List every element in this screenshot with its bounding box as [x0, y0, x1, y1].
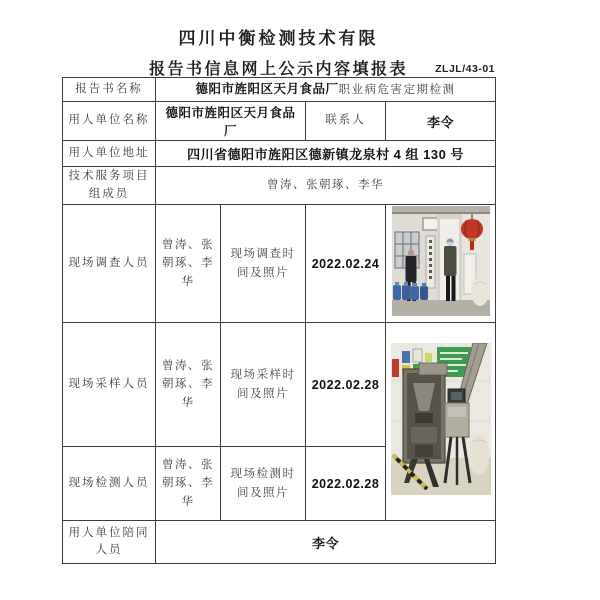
page-title-row2 — [62, 56, 495, 76]
survey-date: 2022.02.24 — [306, 205, 386, 323]
project-team-value: 曾涛、张朝琢、李华 — [156, 167, 496, 205]
report-name-label: 报告书名称 — [63, 78, 156, 102]
sampling-date: 2022.02.28 — [306, 323, 386, 447]
row-survey — [63, 205, 496, 323]
report-name-value — [156, 78, 496, 102]
sampling-time-label: 现场采样时间及照片 — [221, 323, 306, 447]
testing-staff: 曾涛、张朝琢、李华 — [156, 447, 221, 521]
project-team-label: 技术服务项目组成员 — [63, 167, 156, 205]
sampling-staff: 曾涛、张朝琢、李华 — [156, 323, 221, 447]
report-name-suffix: 职业病危害定期检测 — [338, 84, 456, 97]
report-info-table — [62, 77, 496, 564]
row-employer-address — [63, 141, 496, 167]
document-code: ZLJL/43-01 — [435, 63, 495, 75]
row-employer-name — [63, 102, 496, 141]
employer-address-value: 四川省德阳市旌阳区德新镇龙泉村 4 组 130 号 — [156, 141, 496, 167]
testing-label: 现场检测人员 — [63, 447, 156, 521]
employer-address-label: 用人单位地址 — [63, 141, 156, 167]
report-name-company: 德阳市旌阳区天月食品厂 — [195, 82, 339, 97]
testing-time-label: 现场检测时间及照片 — [221, 447, 306, 521]
row-report-name — [63, 78, 496, 102]
row-sampling — [63, 323, 496, 447]
page-title-line2: 报告书信息网上公示内容填报表 — [148, 61, 408, 78]
machine-photo-cell — [386, 323, 496, 521]
contact-label: 联系人 — [306, 102, 386, 141]
row-escort — [63, 521, 496, 564]
page-title-line1: 四川中衡检测技术有限 — [178, 29, 379, 48]
survey-staff: 曾涛、张朝琢、李华 — [156, 205, 221, 323]
machinery-photo-image — [391, 343, 491, 495]
testing-date: 2022.02.28 — [306, 447, 386, 521]
sampling-label: 现场采样人员 — [63, 323, 156, 447]
employer-name-value: 德阳市旌阳区天月食品厂 — [156, 102, 306, 141]
escort-value: 李令 — [156, 521, 496, 564]
survey-label: 现场调查人员 — [63, 205, 156, 323]
row-project-team — [63, 167, 496, 205]
document-header — [62, 24, 495, 76]
employer-name-label: 用人单位名称 — [63, 102, 156, 141]
escort-label: 用人单位陪同人员 — [63, 521, 156, 564]
contact-name-value: 李令 — [386, 102, 496, 141]
survey-photo-cell — [386, 205, 496, 323]
survey-time-label: 现场调查时间及照片 — [221, 205, 306, 323]
survey-photo-image — [392, 206, 490, 316]
